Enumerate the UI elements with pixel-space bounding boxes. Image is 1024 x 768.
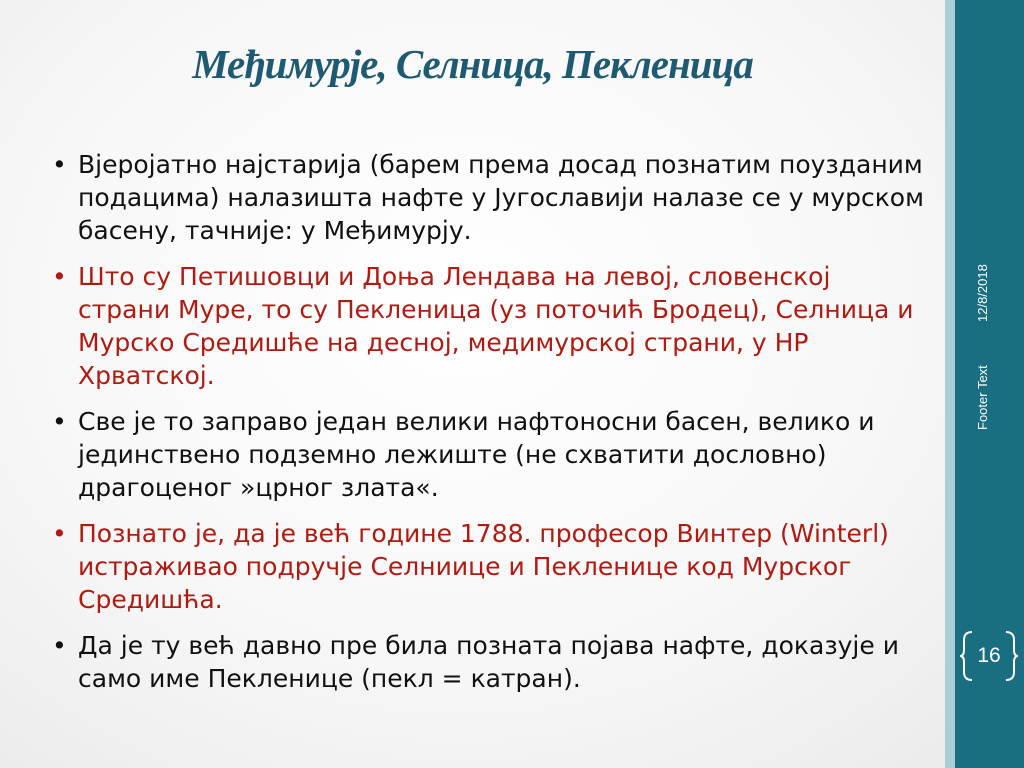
bullet-item bbox=[50, 148, 930, 247]
bullet-item bbox=[50, 629, 930, 695]
bullet-item bbox=[50, 517, 930, 616]
slide-title: Међимурје, Селница, Пекленица bbox=[192, 41, 753, 87]
bullet-marker: • bbox=[52, 631, 67, 660]
bullet-item bbox=[50, 405, 930, 504]
slide-date: 12/8/2018 bbox=[975, 264, 990, 322]
bullet-marker: • bbox=[52, 407, 67, 436]
footer-text: Footer Text bbox=[975, 365, 990, 430]
page-number-badge bbox=[958, 630, 1020, 682]
bullet-list bbox=[50, 148, 930, 708]
bullet-text: Све је то заправо један велики нафтоносни басен, велико и јединствено подземно лежиште (не схватити дословно) драгоценог »црног злата«. bbox=[78, 407, 875, 502]
bullet-text: Да је ту већ давно пре била позната појава нафте, доказује и само име Пекленице (пекл = катран). bbox=[78, 631, 899, 693]
bullet-text: Познато је, да је већ године 1788. професор Винтер (Winterl) истраживао подручје Селниице и Пекленице код Мурског Средишћа. bbox=[78, 519, 889, 614]
bullet-item bbox=[50, 260, 930, 392]
bullet-marker: • bbox=[52, 519, 67, 548]
bullet-text: Што су Петишовци и Доња Лендава на левој, словенској страни Муре, то су Пекленица (уз поточић Бродец), Селница и Мурско Средишће на десној, медимурској страни, у НР Хрватској. bbox=[78, 262, 914, 390]
bullet-text: Вјеројатно најстарија (барем према досад познатим поузданим подацима) налазишта нафте у Југославији налазе се у мурском басену, тачније: у Међимурју. bbox=[78, 150, 924, 245]
page-number: 16 bbox=[977, 644, 1001, 667]
bullet-marker: • bbox=[52, 150, 67, 179]
sidebar-accent-stripe bbox=[945, 0, 955, 768]
bullet-marker: • bbox=[52, 262, 67, 291]
